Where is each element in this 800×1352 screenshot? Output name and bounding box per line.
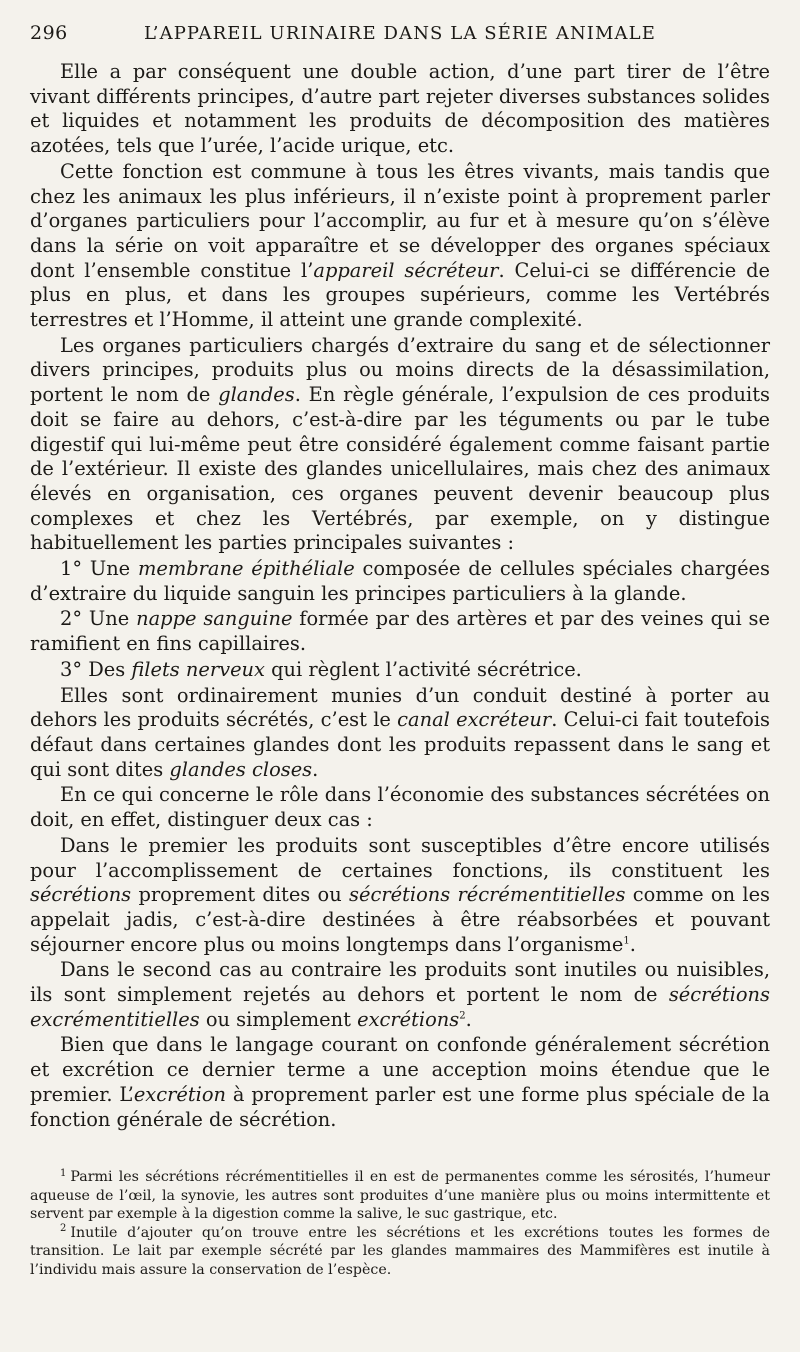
paragraph-double-action: Elle a par conséquent une double action, d’une part tirer de l’être vivant différents principes, d’autre part rejeter diverses substances solides et liquides et notamment les produits de décomposition des matières azotées, tels que l’urée, l’acide urique, etc. <box>30 60 770 158</box>
page-number: 296 <box>30 22 68 44</box>
footnote-1 <box>30 1168 770 1223</box>
body-text <box>30 60 770 1132</box>
footnote-mark: 2 <box>60 1223 67 1235</box>
paragraph-deux-cas: En ce qui concerne le rôle dans l’économie des substances sécrétées on doit, en effet, distinguer deux cas : <box>30 783 770 832</box>
paragraph-second-cas: Dans le second cas au contraire les produits sont inutiles ou nuisibles, ils sont simplement rejetés au dehors et portent le nom de sécrétions excrémentitielles ou simplement excrétions$^2$. <box>30 958 770 1031</box>
footnote-ref-2: 2 <box>459 1010 466 1022</box>
footnote-text: Inutile d’ajouter qu’on trouve entre les sécrétions et les excrétions toutes les formes de transition. Le lait par exemple sécrété par les glandes mammaires des Mammifères est inutile à l’individu mais assure la conservation de l’espèce. <box>30 1225 770 1278</box>
page-header <box>30 22 770 56</box>
footnote-text: Parmi les sécrétions récrémentitielles il en est de permanentes comme les sérosités, l’humeur aqueuse de l’œil, la synovie, les autres sont produites d’une manière plus ou moins intermittente et servent par exemple à la digestion comme la salive, le suc gastrique, etc. <box>30 1169 770 1222</box>
footnote-mark: 1 <box>60 1167 67 1179</box>
list-item-nappe: 2° Une nappe sanguine formée par des artères et par des veines qui se ramifient en fins capillaires. <box>30 607 770 656</box>
paragraph-canal-excreteur: Elles sont ordinairement munies d’un conduit destiné à porter au dehors les produits sécrétés, c’est le canal excréteur. Celui-ci fait toutefois défaut dans certaines glandes dont les produits repassent dans le sang et qui sont dites glandes closes. <box>30 683 770 781</box>
footnote-2 <box>30 1224 770 1279</box>
footnote-ref-1: 1 <box>623 935 630 947</box>
running-title: L’APPAREIL URINAIRE DANS LA SÉRIE ANIMALE <box>144 23 656 44</box>
list-item-filets: 3° Des filets nerveux qui règlent l’activité sécrétrice. <box>60 657 582 681</box>
paragraph-glandes: Les organes particuliers chargés d’extraire du sang et de sélectionner divers principes, produits plus ou moins directs de la désassimilation, portent le nom de glandes. En règle générale, l’expulsion de ces produits doit se faire au dehors, c’est-à-dire par les téguments ou par le tube digestif qui lui-même peut être considéré également comme faisant partie de l’extérieur. Il existe des glandes unicellulaires, mais chez des animaux élevés en organisation, ces organes peuvent devenir beaucoup plus complexes et chez les Vertébrés, par exemple, on y distingue habituellement les parties principales suivantes : <box>30 333 770 555</box>
paragraph-common-function: Cette fonction est commune à tous les êtres vivants, mais tandis que chez les animaux les plus inférieurs, il n’existe point à proprement parler d’organes particuliers pour l’accomplir, au fur et à mesure qu’on s’élève dans la série on voit apparaître et se développer des organes spéciaux dont l’ensemble constitue l’appareil sécréteur. Celui-ci se différencie de plus en plus, et dans les groupes supérieurs, comme les Vertébrés terrestres et l’Homme, il atteint une grande complexité. <box>30 159 770 332</box>
paragraph-premier-cas: Dans le premier les produits sont susceptibles d’être encore utilisés pour l’accomplissement de certaines fonctions, ils constituent les sécrétions proprement dites ou sécrétions récrémentitielles comme on les appelait jadis, c’est-à-dire destinées à être réabsorbées et pouvant séjourner encore plus ou moins longtemps dans l’organisme$^1$. <box>30 833 771 956</box>
list-item-membrane: 1° Une membrane épithéliale composée de cellules spéciales chargées d’extraire du liquide sanguin les principes particuliers à la glande. <box>30 557 770 605</box>
paragraph-langage-courant: Bien que dans le langage courant on confonde généralement sécrétion et excrétion ce dernier terme a une acception moins étendue que le premier. L’excrétion à proprement parler est une forme plus spéciale de la fonction générale de sécrétion. <box>30 1033 770 1131</box>
footnotes <box>30 1168 770 1279</box>
